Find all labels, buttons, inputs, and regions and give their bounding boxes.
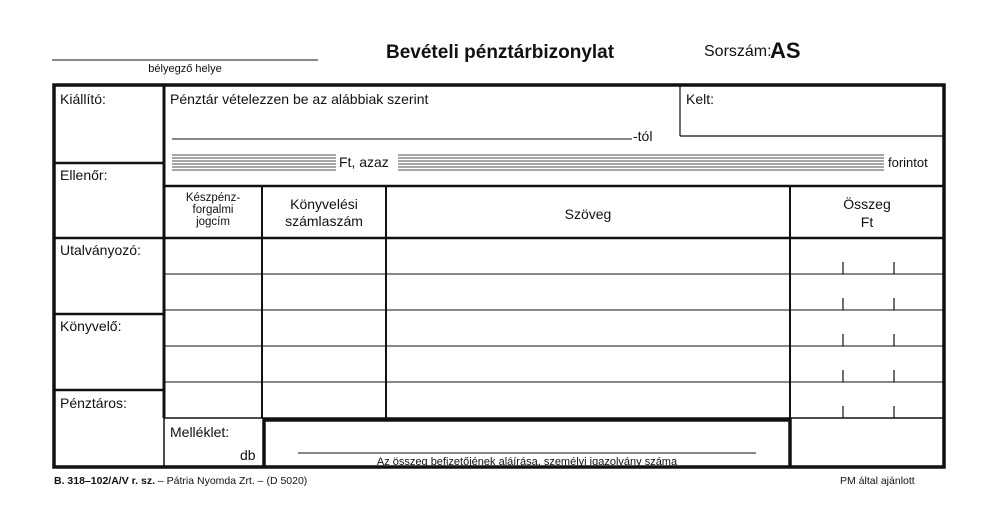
serial-value: AS [770, 38, 801, 63]
amount-ticks [843, 262, 894, 418]
from-suffix: -tól [633, 128, 653, 144]
outer-frame [54, 85, 944, 467]
amount-hatch-left [172, 155, 336, 170]
table-rows [164, 274, 944, 382]
instruction-text: Pénztár vételezzen be az alábbiak szerint [170, 91, 429, 107]
col-header-amount: Összeg Ft [843, 196, 891, 230]
col-header-account: Könyvelési számlaszám [285, 196, 363, 229]
serial-label: Sorszám: [704, 43, 772, 60]
stamp-label: bélyegző helye [148, 63, 222, 75]
col-header-text: Szöveg [564, 206, 612, 222]
authorizer-label: Utalványozó: [60, 242, 141, 258]
amount-hatch-right [398, 155, 884, 170]
form-footer-left [54, 476, 307, 487]
cashier-label: Pénztáros: [60, 395, 127, 411]
form-code: B. 318–102/A/V r. sz. [54, 475, 155, 487]
date-label: Kelt: [686, 91, 715, 107]
attachment-label: Melléklet: [170, 424, 230, 440]
payer-signature-caption: Az összeg befizetőjének aláírása, személyi igazolvány száma [376, 456, 678, 468]
amount-words-suffix: forintot [888, 155, 928, 170]
col-header-reason: Készpénz- forgalmi jogcím [185, 192, 241, 228]
recommended-note: PM által ajánlott [840, 475, 915, 487]
bookkeeper-label: Könyvelő: [60, 318, 122, 334]
amount-label: Ft, azaz [339, 154, 389, 170]
page-title: Bevételi pénztárbizonylat [386, 42, 615, 63]
attachment-unit: db [240, 447, 256, 463]
issuer-label: Kiállító: [60, 91, 106, 107]
checker-label: Ellenőr: [60, 167, 108, 183]
printer-info: – Pátria Nyomda Zrt. – (D 5020) [157, 475, 308, 487]
